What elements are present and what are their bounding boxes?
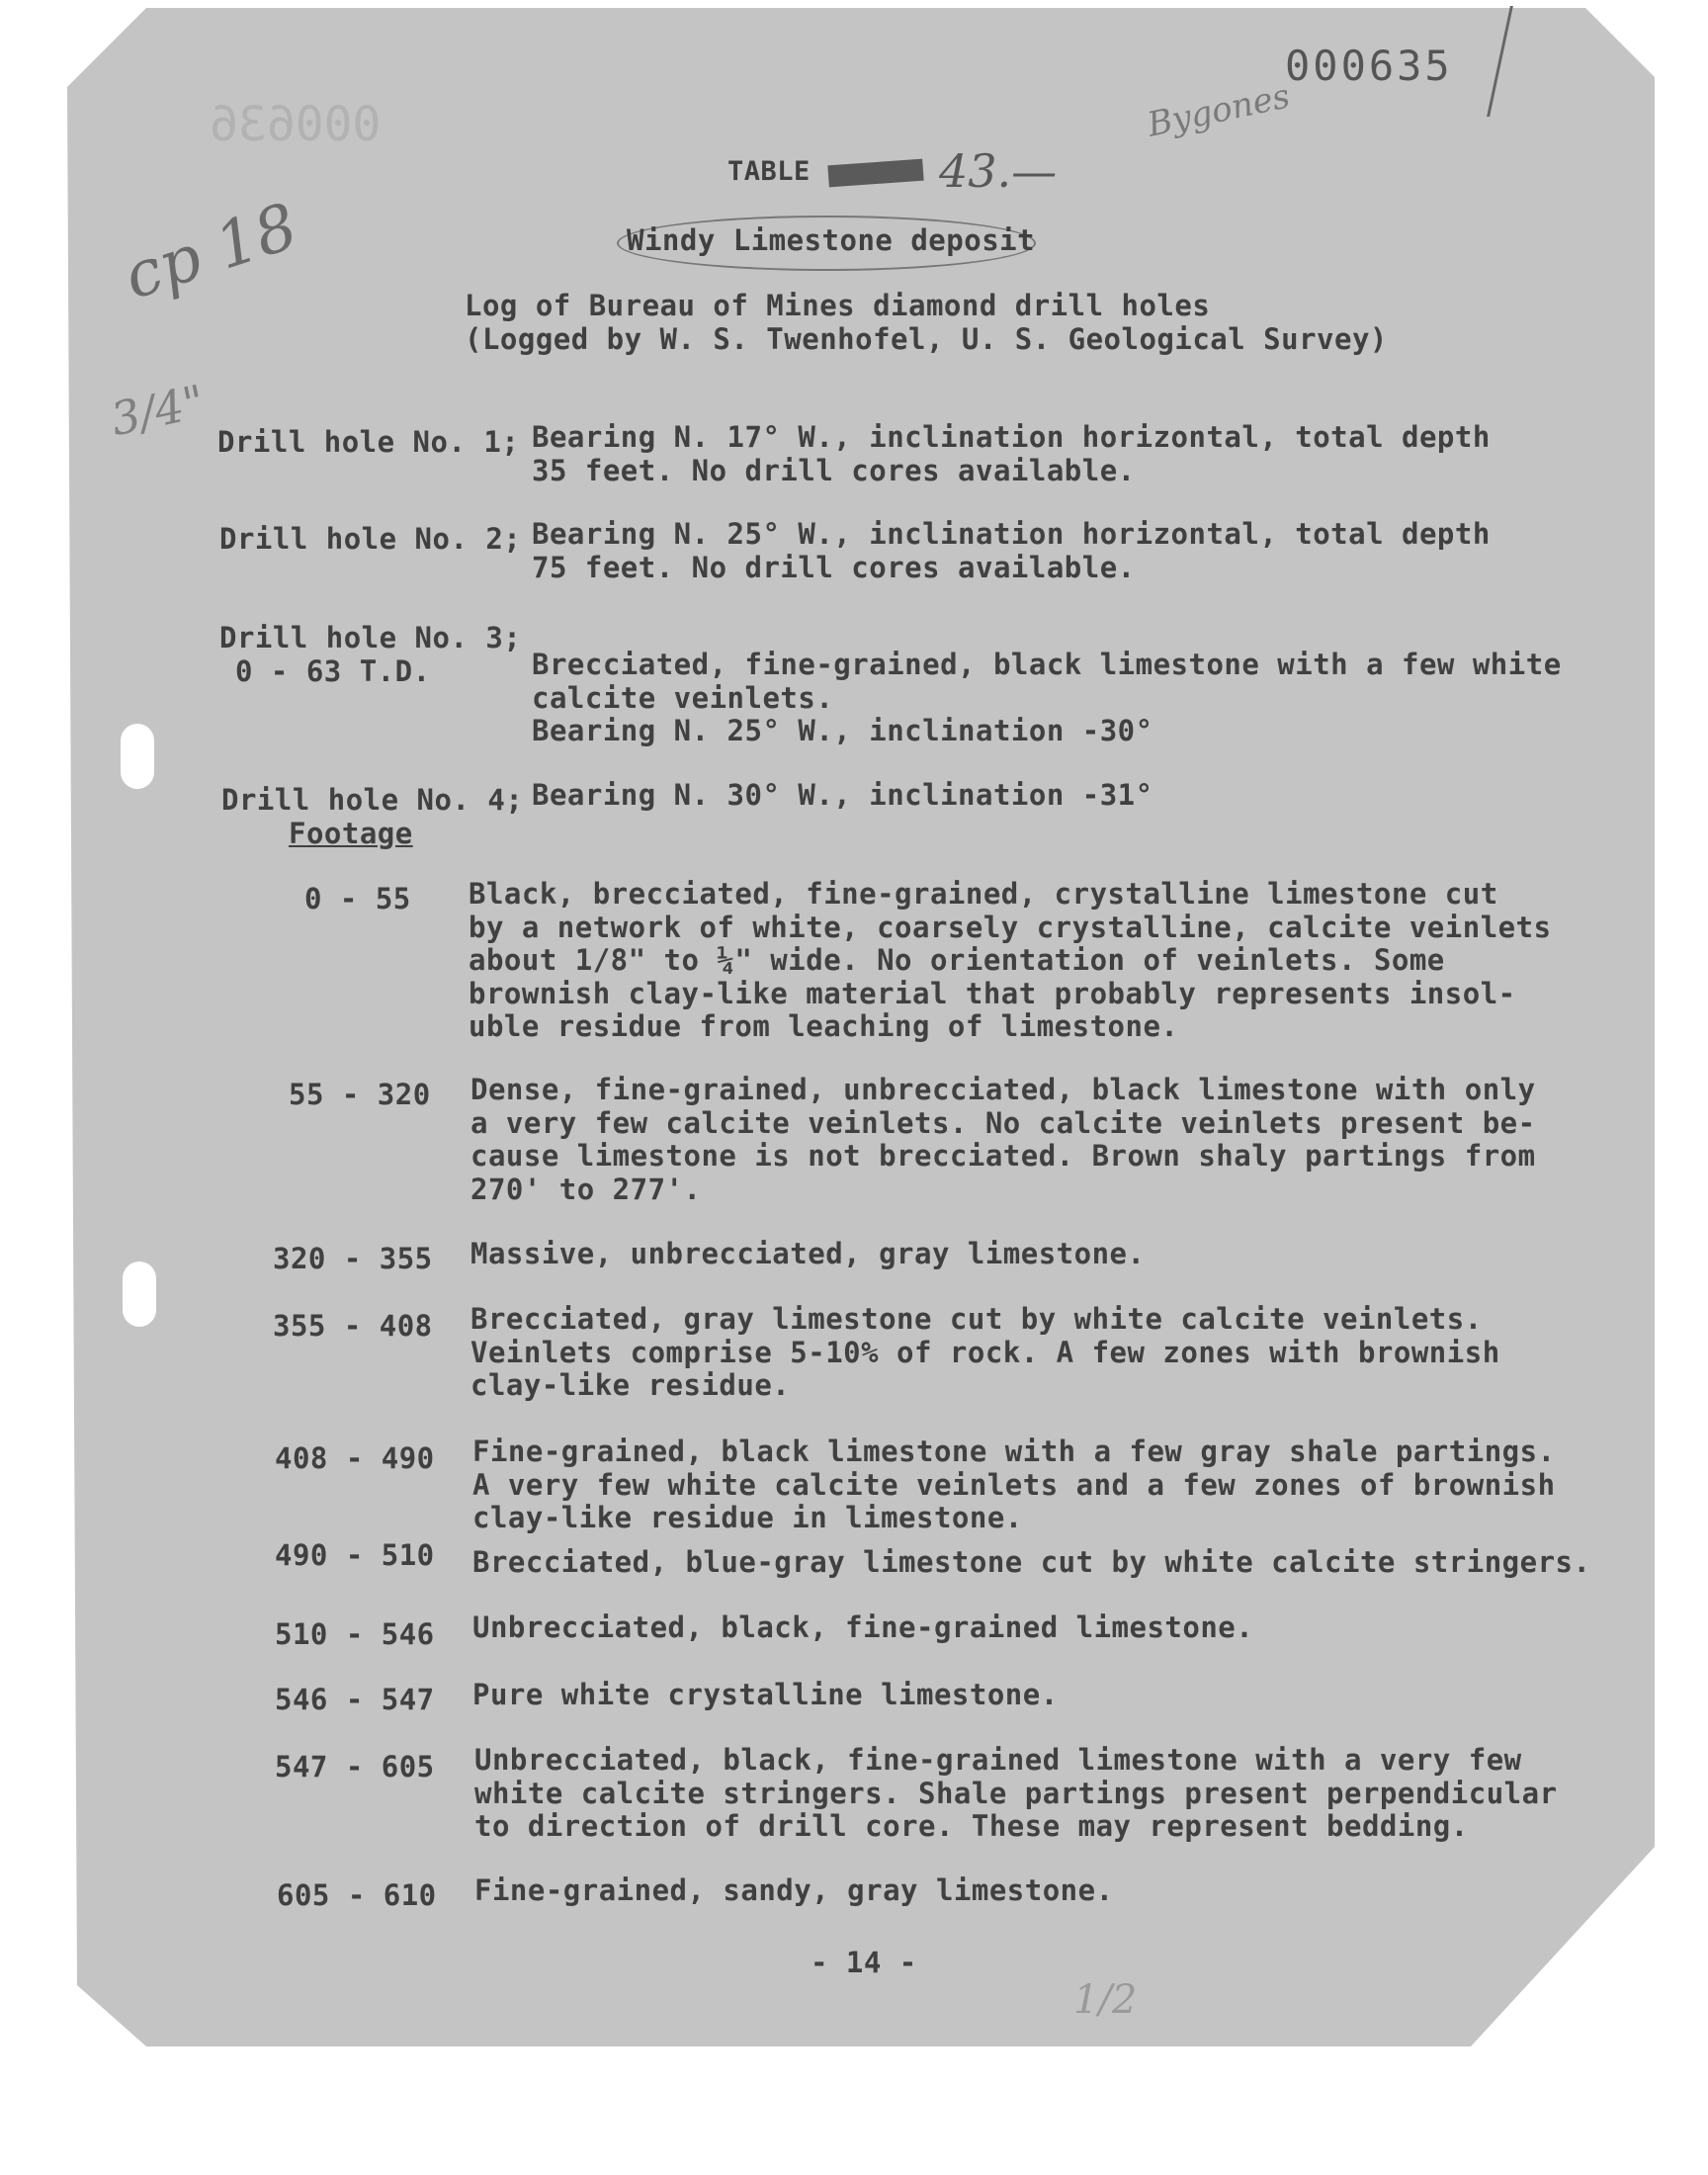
drill-hole-label: Drill hole No. 2;: [219, 522, 522, 556]
footage-description: Unbrecciated, black, fine-grained limestone.: [472, 1610, 1254, 1644]
footage-range: 546 - 547: [275, 1683, 435, 1716]
footage-range: 605 - 610: [277, 1878, 437, 1912]
deposit-name: Windy Limestone deposit: [627, 223, 1036, 257]
punch-hole: [123, 1262, 156, 1327]
handwritten-note-left: cp 18: [115, 190, 306, 314]
drill-hole-description: Brecciated, fine-grained, black limestone with a few white calcite veinlets. Bearing N. 25° W., inclination -30°: [532, 648, 1562, 747]
footage-range: 547 - 605: [275, 1750, 435, 1784]
footage-range: 510 - 546: [275, 1617, 435, 1651]
footage-description: Brecciated, gray limestone cut by white calcite veinlets. Veinlets comprise 5-10% of rock. A few zones with brownish clay-like residue.: [470, 1302, 1500, 1402]
footage-range: 355 - 408: [273, 1309, 433, 1343]
footage-description: Dense, fine-grained, unbrecciated, black limestone with only a very few calcite veinlets. No calcite veinlets present be- cause limestone is not brecciated. Brown shaly partings from 270' to 277'.: [470, 1073, 1536, 1206]
footage-description: Fine-grained, black limestone with a few gray shale partings. A very few white calcite veinlets and a few zones of brownish clay-like residue in limestone.: [472, 1435, 1556, 1534]
footage-description: Black, brecciated, fine-grained, crystalline limestone cut by a network of white, coarsely crystalline, calcite veinlets about 1/8" to ¼" wide. No orientation of veinlets. Some brownish clay-like material that probably represents insol- uble residue from leaching of limestone.: [469, 877, 1552, 1043]
footage-description: Unbrecciated, black, fine-grained limestone with a very few white calcite stringers. Shale partings present perpendicular to direction of drill core. These may represent bedding.: [474, 1743, 1558, 1843]
footage-description: Pure white crystalline limestone.: [472, 1678, 1059, 1711]
handwritten-note-margin: 3/4": [106, 374, 210, 447]
table-number: 43.—: [939, 144, 1058, 198]
footage-description: Fine-grained, sandy, gray limestone.: [474, 1873, 1114, 1907]
footage-range: 320 - 355: [273, 1242, 433, 1275]
ghost-stamp-number: 000636: [210, 97, 382, 152]
drill-hole-description: Bearing N. 30° W., inclination -31°: [532, 778, 1153, 812]
table-label: TABLE: [727, 156, 811, 187]
drill-hole-description: Bearing N. 17° W., inclination horizontal, total depth 35 feet. No drill cores available.: [532, 420, 1491, 487]
footage-range: 0 - 55: [304, 882, 411, 915]
log-subtitle-author: (Logged by W. S. Twenhofel, U. S. Geological Survey): [465, 322, 1388, 356]
drill-hole-label: Drill hole No. 1;: [217, 425, 520, 459]
page-number: - 14 -: [811, 1946, 917, 1979]
stamp-number: 000635: [1285, 42, 1453, 90]
footage-description: Massive, unbrecciated, gray limestone.: [470, 1237, 1146, 1270]
drill-hole-total-depth: 0 - 63 T.D.: [235, 654, 431, 688]
drill-hole-description: Bearing N. 25° W., inclination horizontal, total depth 75 feet. No drill cores available.: [532, 517, 1491, 584]
handwritten-note-top: Bygones: [1144, 76, 1294, 145]
log-subtitle: Log of Bureau of Mines diamond drill holes: [465, 289, 1211, 322]
footage-range: 55 - 320: [289, 1078, 431, 1111]
footage-range: 490 - 510: [275, 1538, 435, 1572]
drill-hole-label: Drill hole No. 4;: [221, 783, 524, 817]
handwritten-note-bottom: 1/2: [1073, 1977, 1138, 2023]
footage-header: Footage: [289, 817, 413, 850]
footage-range: 408 - 490: [275, 1441, 435, 1475]
punch-hole: [121, 724, 154, 789]
drill-hole-label: Drill hole No. 3;: [219, 621, 522, 654]
footage-description: Brecciated, blue-gray limestone cut by white calcite stringers.: [472, 1545, 1591, 1579]
